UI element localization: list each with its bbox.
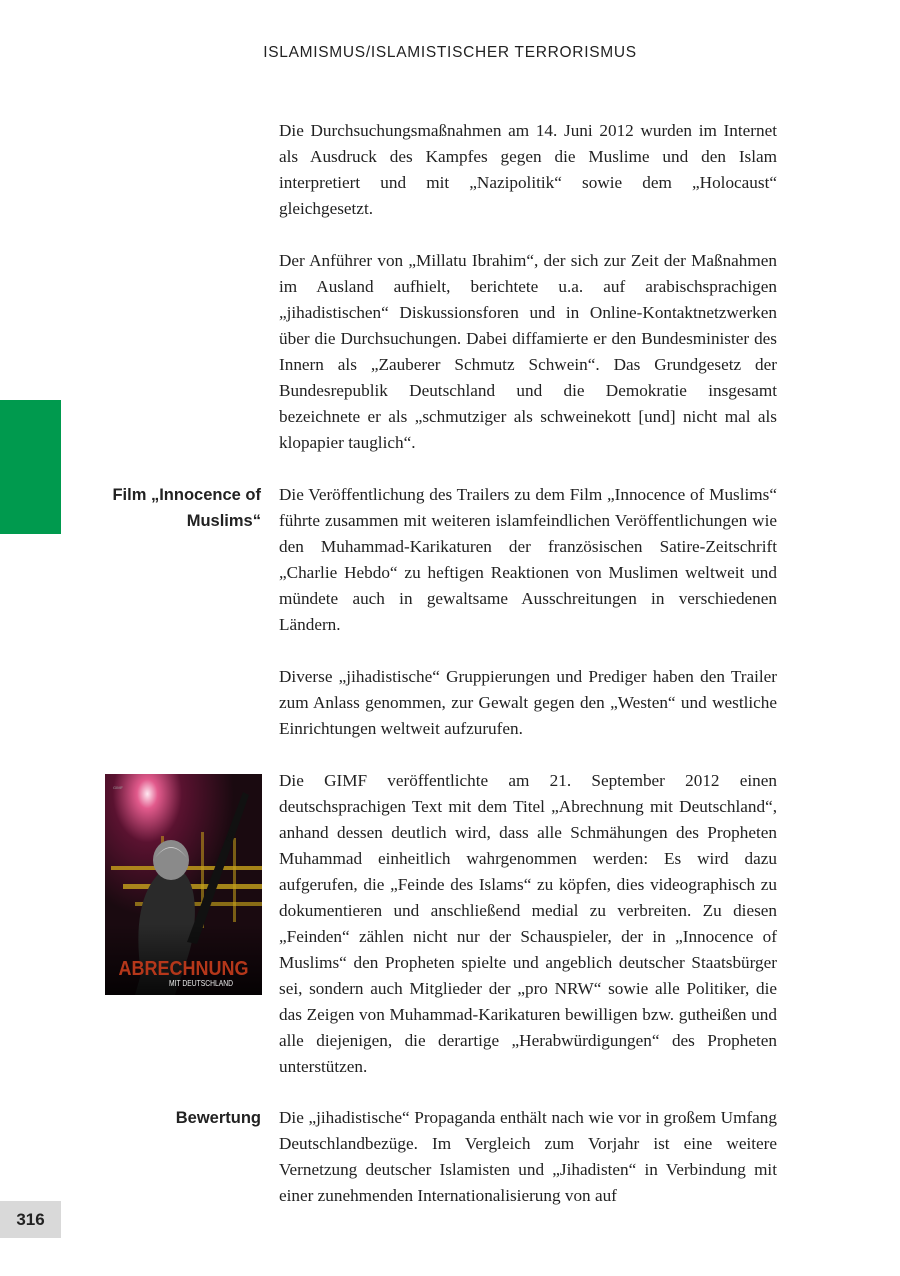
side-heading-film [112,482,261,534]
abrechnung-poster-image [105,774,262,995]
page-number: 316 [0,1201,61,1238]
side-heading-film-line1: Film „Innocence of [112,486,261,504]
svg-text:GIMF: GIMF [113,785,123,790]
section-color-tab [0,400,61,534]
paragraph-1: Die Durchsuchungsmaßnahmen am 14. Juni 2012 wurden im Internet als Ausdruck des Kampfes gegen die Muslime und den Islam interpretiert und mit „Nazipolitik“ sowie dem „Holocaust“ gleichgesetzt. [279,121,777,218]
side-heading-film-line2: Muslims“ [186,512,261,530]
paragraph-5: Die GIMF veröffentlichte am 21. September 2012 einen deutschsprachigen Text mit dem Titel „Abrechnung mit Deutschland“, anhand dessen deutlich wird, dass alle Schmähungen des Propheten Muhammad einheitlich wahrgenommen werden: Es wird dazu aufgerufen, die „Feinde des Islams“ zu köpfen, dies videographisch zu dokumentieren und anschließend medial zu verbreiten. Zu diesen „Feinden“ zählen nicht nur der Schauspieler, der in „Innocence of Muslims“ den Propheten spielte und angeblich deutscher Staatsbürger sei, sondern auch Mitglieder der „pro NRW“ sowie alle Politiker, die das Zeigen von Muhammad-Karikaturen bewilligen bzw. gutheißen und alle diejenigen, die derartige „Herabwürdigungen“ des Propheten unterstützen. [279,771,777,1076]
running-header: ISLAMISMUS/ISLAMISTISCHER TERRORISMUS [263,44,637,61]
side-heading-bewertung: Bewertung [175,1109,261,1127]
paragraph-4: Diverse „jihadistische“ Gruppierungen und Prediger haben den Trailer zum Anlass genommen, zur Gewalt gegen den „Westen“ und westliche Einrichtungen weltweit aufzurufen. [279,667,777,738]
paragraph-2: Der Anführer von „Millatu Ibrahim“, der sich zur Zeit der Maßnahmen im Ausland aufhielt, berichtete u.a. auf arabischsprachigen „jihadistischen“ Diskussionsforen und in Online-Kontaktnetzwerken über die Durchsuchungen. Dabei diffamierte er den Bundesminister des Innern als „Zauberer Schmutz Schwein“. Das Grundgesetz der Bundesrepublik Deutschland und die Demokratie insgesamt bezeichnete er als „schmutziger als schweinekott [und] nicht mal als klopapier tauglich“. [279,251,777,452]
paragraph-3: Die Veröffentlichung des Trailers zu dem Film „Innocence of Muslims“ führte zusammen mit weiteren islamfeindlichen Veröffentlichungen wie den Muhammad-Karikaturen der französischen Satire-Zeitschrift „Charlie Hebdo“ zu heftigen Reaktionen von Muslimen weltweit und mündete auch in gewaltsame Ausschreitungen in verschiedenen Ländern. [279,485,777,634]
paragraph-6: Die „jihadistische“ Propaganda enthält nach wie vor in großem Umfang Deutschlandbezüge. Im Vergleich zum Vorjahr ist eine weitere Vernetzung deutscher Islamisten und „Jihadisten“ in Verbindung mit einer zunehmenden Internationalisierung von auf [279,1108,777,1205]
poster-title-line1: ABRECHNUNG [118,958,249,980]
poster-title-line2: MIT DEUTSCHLAND [169,978,233,988]
